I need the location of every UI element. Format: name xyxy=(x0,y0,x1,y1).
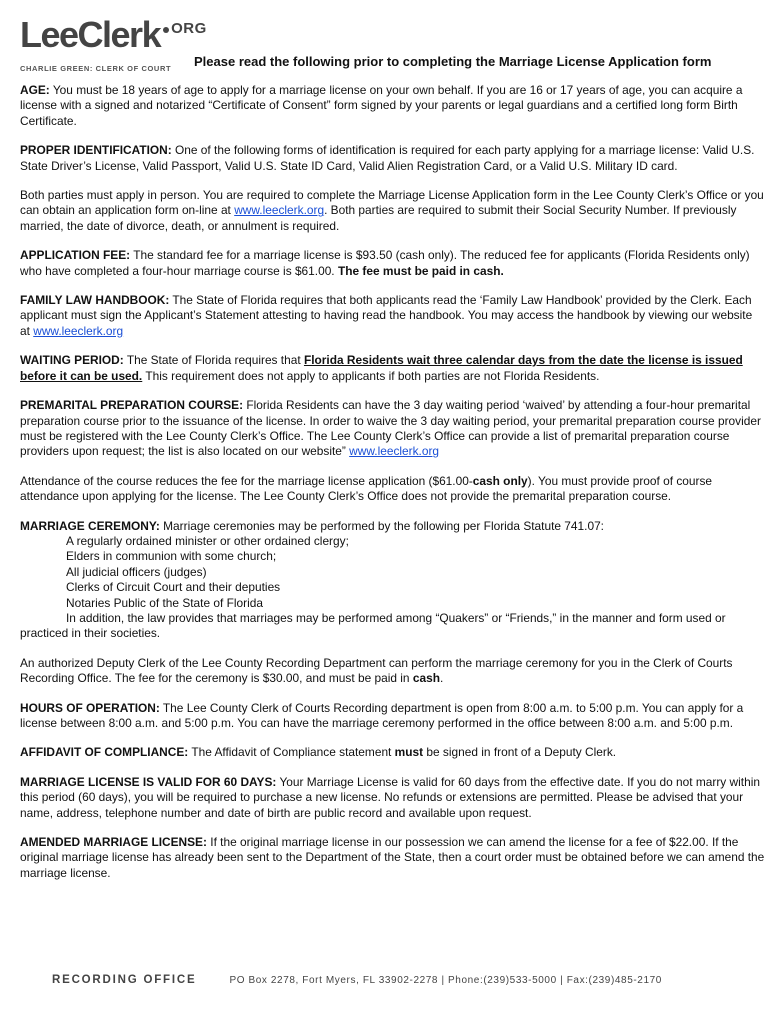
fee-bold-note: The fee must be paid in cash. xyxy=(337,263,504,278)
logo-name: LeeClerk xyxy=(20,14,161,55)
in-person-section xyxy=(20,188,765,234)
attendance-text-1: Attendance of the course reduces the fee for the marriage license application ($61.00- xyxy=(20,473,473,488)
waiting-label: WAITING PERIOD: xyxy=(20,353,124,368)
valid-text: Your Marriage License is valid for 60 days from the effective date. If you do not marry within this period (60 days), you will be required to purchase a new license. No refunds or extensions are permitted. Please be advised that your name, address, telephone number and date of birth are public record and available upon request. xyxy=(20,774,760,820)
affidavit-section xyxy=(20,745,765,760)
in-person-text-1: Both parties must apply in person. You are required to complete the Marriage License Application form in the Lee County Clerk’s Office or you can obtain an application form on-line at xyxy=(20,188,764,218)
officiant-item: Notaries Public of the State of Florida xyxy=(66,595,263,610)
affidavit-text-2: be signed in front of a Deputy Clerk. xyxy=(426,745,617,760)
officiant-item: Elders in communion with some church; xyxy=(66,549,277,564)
ceremony-text: Marriage ceremonies may be performed by the following per Florida Statute 741.07: xyxy=(163,518,604,533)
logo-wordmark xyxy=(20,16,207,62)
premarital-link[interactable]: www.leeclerk.org xyxy=(349,444,440,459)
handbook-section xyxy=(20,293,765,339)
deputy-text-1: An authorized Deputy Clerk of the Lee County Recording Department can perform the marriage ceremony for you in the Clerk of Courts Recording Office. The fee for the ceremony is $30.00, and must be paid in xyxy=(20,655,733,686)
affidavit-bold: must xyxy=(394,745,424,760)
affidavit-label: AFFIDAVIT OF COMPLIANCE: xyxy=(20,745,189,760)
identification-label: PROPER IDENTIFICATION: xyxy=(20,143,172,158)
premarital-label: PREMARITAL PREPARATION COURSE: xyxy=(20,398,244,413)
handbook-link[interactable]: www.leeclerk.org xyxy=(33,323,124,338)
application-form-link[interactable]: www.leeclerk.org xyxy=(234,203,325,218)
waiting-emphasis: Florida Residents wait three calendar days from the date the license is issued before it can be used. xyxy=(20,353,743,383)
attendance-text-2: ). You must provide proof of course attendance upon applying for the license. The Lee County Clerk’s Office does not provide the premarital preparation course. xyxy=(20,473,713,504)
age-label: AGE: xyxy=(20,83,50,97)
ceremony-section xyxy=(20,519,765,642)
fee-section xyxy=(20,248,765,279)
amended-text: If the original marriage license in our possession we can amend the license for a fee of $22.00. If the original marriage license has already been sent to the Department of the State, then a court order must be obtained before we can amend the marriage license. xyxy=(20,835,765,880)
ceremony-addition-end: practiced in their societies. xyxy=(20,626,161,641)
handbook-text: The State of Florida requires that both applicants read the ‘Family Law Handbook’ provided by the Clerk. Each applicant must sign the Applicant’s Statement attesting to having read the handbook. You may access the handbook by viewing our website at xyxy=(20,293,753,338)
deputy-section xyxy=(20,656,765,687)
valid-section xyxy=(20,775,765,821)
attendance-bold: cash only xyxy=(472,473,528,488)
hours-section xyxy=(20,701,765,732)
affidavit-text-1: The Affidavit of Compliance statement xyxy=(191,745,392,760)
footer-contact-info: PO Box 2278, Fort Myers, FL 33902-2278 | Phone:(239)533-5000 | Fax:(239)485-2170 xyxy=(229,974,662,986)
logo-dot-icon xyxy=(163,27,169,33)
amended-label: AMENDED MARRIAGE LICENSE: xyxy=(20,835,207,850)
officiant-item: Clerks of Circuit Court and their deputies xyxy=(66,580,281,595)
premarital-section xyxy=(20,398,765,460)
valid-label: MARRIAGE LICENSE IS VALID FOR 60 DAYS: xyxy=(20,774,277,789)
identification-text: One of the following forms of identification is required for each party applying for a marriage license: Valid U.S. State Driver’s License, Valid Passport, Valid U.S. State ID Card, Valid Alien Registration Card, or a Valid U.S. Military ID card. xyxy=(20,143,755,173)
footer xyxy=(52,974,752,986)
document-body xyxy=(20,83,765,895)
officiant-item: All judicial officers (judges) xyxy=(66,564,207,579)
ceremony-addition-start: In addition, the law provides that marriages may be performed among “Quakers” or “Friends,” in the manner and form used or xyxy=(66,610,726,625)
deputy-text-2: . xyxy=(439,671,444,686)
handbook-label: FAMILY LAW HANDBOOK: xyxy=(20,293,170,308)
fee-label: APPLICATION FEE: xyxy=(20,248,131,263)
waiting-text-2: This requirement does not apply to applicants if both parties are not Florida Residents. xyxy=(145,368,600,383)
logo-suffix: ORG xyxy=(171,20,207,37)
attendance-section xyxy=(20,474,765,505)
page-title: Please read the following prior to completing the Marriage License Application form xyxy=(194,54,712,69)
age-text: You must be 18 years of age to apply for a marriage license on your own behalf. If you are 16 or 17 years of age, you can acquire a license with a signed and notarized “Certificate of Consent” form signed by your parents or legal guardians and a certified long form Birth Certificate. xyxy=(20,83,743,128)
deputy-bold: cash xyxy=(412,671,440,686)
premarital-text: Florida Residents can have the 3 day waiting period ‘waived’ by attending a four-hour premarital preparation course prior to the issuance of the license. In order to waive the 3 day waiting period, your premarital preparation course provider must be registered with the Lee County Clerk’s Office. The Lee County Clerk’s Office can provide a list of premarital preparation course providers upon request; the list is also located on our website” xyxy=(20,398,761,459)
identification-section xyxy=(20,143,765,174)
logo-tagline: CHARLIE GREEN: CLERK OF COURT xyxy=(20,64,172,73)
waiting-section xyxy=(20,353,765,384)
footer-title: RECORDING OFFICE xyxy=(52,974,197,986)
ceremony-label: MARRIAGE CEREMONY: xyxy=(20,518,160,533)
hours-label: HOURS OF OPERATION: xyxy=(20,700,160,715)
hours-text: The Lee County Clerk of Courts Recording department is open from 8:00 a.m. to 5:00 p.m. You can apply for a license between 8:00 a.m. and 5:00 p.m. You can have the marriage ceremony performed in the office between 8:00 a.m. and 5:00 p.m. xyxy=(20,700,744,730)
in-person-text-2: . Both parties are required to submit their Social Security Number. If previously married, the date of divorce, death, or annulment is required. xyxy=(20,203,737,233)
waiting-text-1: The State of Florida requires that xyxy=(126,353,301,368)
fee-text: The standard fee for a marriage license is $93.50 (cash only). The reduced fee for applicants (Florida Residents only) who have completed a four-hour marriage course is $61.00. xyxy=(20,248,750,278)
amended-section xyxy=(20,835,765,881)
age-section xyxy=(20,83,765,129)
officiant-item: A regularly ordained minister or other ordained clergy; xyxy=(66,533,349,548)
leeclerk-logo xyxy=(20,16,207,73)
